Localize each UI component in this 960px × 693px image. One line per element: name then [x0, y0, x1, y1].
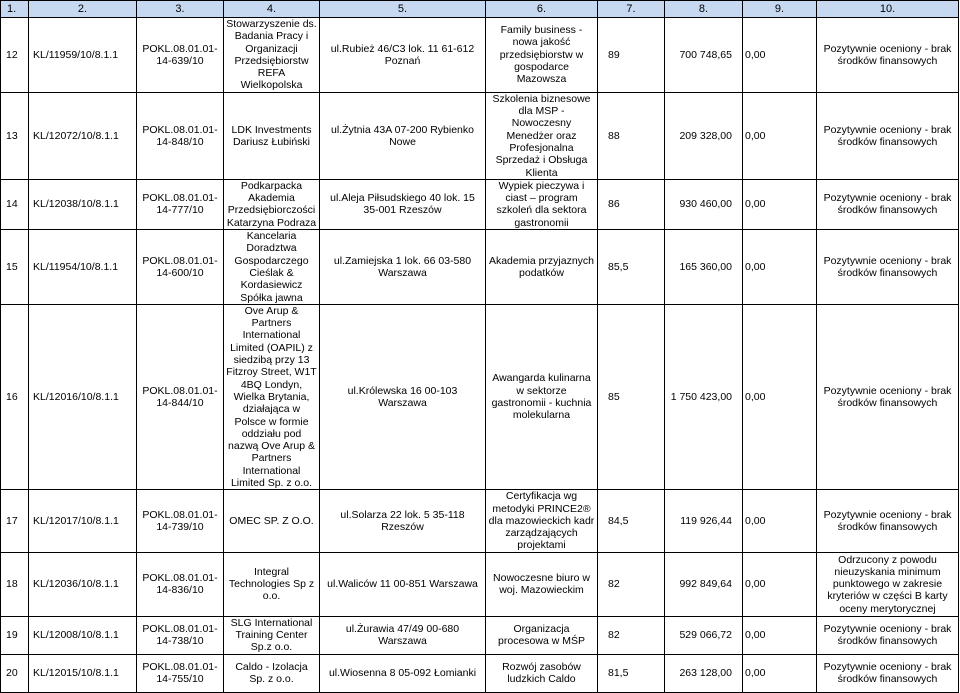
own-contribution: 0,00 [743, 179, 817, 229]
call-number: POKL.08.01.01-14-739/10 [137, 490, 224, 552]
call-number: POKL.08.01.01-14-755/10 [137, 654, 224, 692]
call-number: POKL.08.01.01-14-848/10 [137, 92, 224, 179]
own-contribution: 0,00 [743, 616, 817, 654]
status: Odrzucony z powodu nieuzyskania minimum punktowego w zakresie kryteriów w części B karty oceny merytorycznej [817, 552, 959, 616]
own-contribution: 0,00 [743, 654, 817, 692]
amount: 992 849,64 [665, 552, 743, 616]
call-number: POKL.08.01.01-14-777/10 [137, 179, 224, 229]
header-col-10: 10. [817, 1, 959, 18]
project-title: Akademia przyjaznych podatków [486, 230, 598, 305]
application-number: KL/12015/10/8.1.1 [29, 654, 137, 692]
score: 86 [598, 179, 665, 229]
applicant-name: Stowarzyszenie ds. Badania Pracy i Organizacji Przedsiębiorstw REFA Wielkopolska [224, 18, 320, 93]
header-col-6: 6. [486, 1, 598, 18]
call-number: POKL.08.01.01-14-738/10 [137, 616, 224, 654]
status: Pozytywnie oceniony - brak środków finansowych [817, 179, 959, 229]
row-lp: 13 [1, 92, 29, 179]
applicant-address: ul.Zamiejska 1 lok. 66 03-580 Warszawa [320, 230, 486, 305]
header-col-1: 1. [1, 1, 29, 18]
table-row [1, 616, 959, 654]
applicant-name: Integral Technologies Sp z o.o. [224, 552, 320, 616]
table-row [1, 230, 959, 305]
amount: 165 360,00 [665, 230, 743, 305]
header-col-2: 2. [29, 1, 137, 18]
row-lp: 18 [1, 552, 29, 616]
application-number: KL/12072/10/8.1.1 [29, 92, 137, 179]
own-contribution: 0,00 [743, 552, 817, 616]
header-col-8: 8. [665, 1, 743, 18]
applicant-name: Podkarpacka Akademia Przedsiębiorczości Katarzyna Podraza [224, 179, 320, 229]
project-title: Nowoczesne biuro w woj. Mazowieckim [486, 552, 598, 616]
header-col-4: 4. [224, 1, 320, 18]
own-contribution: 0,00 [743, 18, 817, 93]
own-contribution: 0,00 [743, 304, 817, 489]
table-row [1, 179, 959, 229]
applicant-address: ul.Solarza 22 lok. 5 35-118 Rzeszów [320, 490, 486, 552]
application-number: KL/11959/10/8.1.1 [29, 18, 137, 93]
score: 84,5 [598, 490, 665, 552]
status: Pozytywnie oceniony - brak środków finansowych [817, 616, 959, 654]
header-col-5: 5. [320, 1, 486, 18]
table-row [1, 304, 959, 489]
project-title: Szkolenia biznesowe dla MSP - Nowoczesny Menedżer oraz Profesjonalna Sprzedaż i Obsługa Klienta [486, 92, 598, 179]
table-row [1, 92, 959, 179]
applicant-name: LDK Investments Dariusz Łubiński [224, 92, 320, 179]
applicant-address: ul.Królewska 16 00-103 Warszawa [320, 304, 486, 489]
status: Pozytywnie oceniony - brak środków finansowych [817, 230, 959, 305]
table-row [1, 490, 959, 552]
amount: 263 128,00 [665, 654, 743, 692]
status: Pozytywnie oceniony - brak środków finansowych [817, 92, 959, 179]
score: 82 [598, 616, 665, 654]
header-col-9: 9. [743, 1, 817, 18]
header-row [1, 1, 959, 18]
applicant-name: SLG International Training Center Sp.z o.o. [224, 616, 320, 654]
applicant-address: ul.Rubież 46/C3 lok. 11 61-612 Poznań [320, 18, 486, 93]
project-title: Organizacja procesowa w MŚP [486, 616, 598, 654]
row-lp: 15 [1, 230, 29, 305]
amount: 529 066,72 [665, 616, 743, 654]
score: 85,5 [598, 230, 665, 305]
status: Pozytywnie oceniony - brak środków finansowych [817, 490, 959, 552]
project-title: Wypiek pieczywa i ciast – program szkoleń dla sektora gastronomii [486, 179, 598, 229]
status: Pozytywnie oceniony - brak środków finansowych [817, 654, 959, 692]
call-number: POKL.08.01.01-14-844/10 [137, 304, 224, 489]
applicant-address: ul.Wiosenna 8 05-092 Łomianki [320, 654, 486, 692]
applicant-address: ul.Żytnia 43A 07-200 Rybienko Nowe [320, 92, 486, 179]
call-number: POKL.08.01.01-14-600/10 [137, 230, 224, 305]
project-title: Certyfikacja wg metodyki PRINCE2® dla mazowieckich kadr zarządzających projektami [486, 490, 598, 552]
applicant-name: Kancelaria Doradztwa Gospodarczego Cieślak & Kordasiewicz Spółka jawna [224, 230, 320, 305]
score: 85 [598, 304, 665, 489]
application-number: KL/12008/10/8.1.1 [29, 616, 137, 654]
own-contribution: 0,00 [743, 230, 817, 305]
application-number: KL/12036/10/8.1.1 [29, 552, 137, 616]
table-row [1, 654, 959, 692]
table-row [1, 552, 959, 616]
header-col-3: 3. [137, 1, 224, 18]
table-row [1, 18, 959, 93]
row-lp: 12 [1, 18, 29, 93]
amount: 700 748,65 [665, 18, 743, 93]
application-number: KL/12017/10/8.1.1 [29, 490, 137, 552]
score: 89 [598, 18, 665, 93]
header-col-7: 7. [598, 1, 665, 18]
score: 82 [598, 552, 665, 616]
own-contribution: 0,00 [743, 92, 817, 179]
applicant-address: ul.Żurawia 47/49 00-680 Warszawa [320, 616, 486, 654]
row-lp: 19 [1, 616, 29, 654]
status: Pozytywnie oceniony - brak środków finansowych [817, 18, 959, 93]
project-title: Awangarda kulinarna w sektorze gastronomii - kuchnia molekularna [486, 304, 598, 489]
applicant-name: Ove Arup & Partners International Limited (OAPIL) z siedzibą przy 13 Fitzroy Street, W1T 4BQ Londyn, Wielka Brytania, działająca w Polsce w formie oddziału pod nazwą Ove Arup & Partners International Limited Sp. z o.o. [224, 304, 320, 489]
application-number: KL/12016/10/8.1.1 [29, 304, 137, 489]
row-lp: 17 [1, 490, 29, 552]
row-lp: 14 [1, 179, 29, 229]
applicant-name: Caldo - Izolacja Sp. z o.o. [224, 654, 320, 692]
applicant-address: ul.Waliców 11 00-851 Warszawa [320, 552, 486, 616]
amount: 119 926,44 [665, 490, 743, 552]
application-number: KL/11954/10/8.1.1 [29, 230, 137, 305]
status: Pozytywnie oceniony - brak środków finansowych [817, 304, 959, 489]
amount: 209 328,00 [665, 92, 743, 179]
row-lp: 20 [1, 654, 29, 692]
applicant-address: ul.Aleja Piłsudskiego 40 lok. 15 35-001 Rzeszów [320, 179, 486, 229]
applicant-name: OMEC SP. Z O.O. [224, 490, 320, 552]
call-number: POKL.08.01.01-14-836/10 [137, 552, 224, 616]
call-number: POKL.08.01.01-14-639/10 [137, 18, 224, 93]
project-title: Family business - nowa jakość przedsiębiorstw w gospodarce Mazowsza [486, 18, 598, 93]
score: 81,5 [598, 654, 665, 692]
amount: 930 460,00 [665, 179, 743, 229]
row-lp: 16 [1, 304, 29, 489]
amount: 1 750 423,00 [665, 304, 743, 489]
score: 88 [598, 92, 665, 179]
application-number: KL/12038/10/8.1.1 [29, 179, 137, 229]
own-contribution: 0,00 [743, 490, 817, 552]
project-title: Rozwój zasobów ludzkich Caldo [486, 654, 598, 692]
